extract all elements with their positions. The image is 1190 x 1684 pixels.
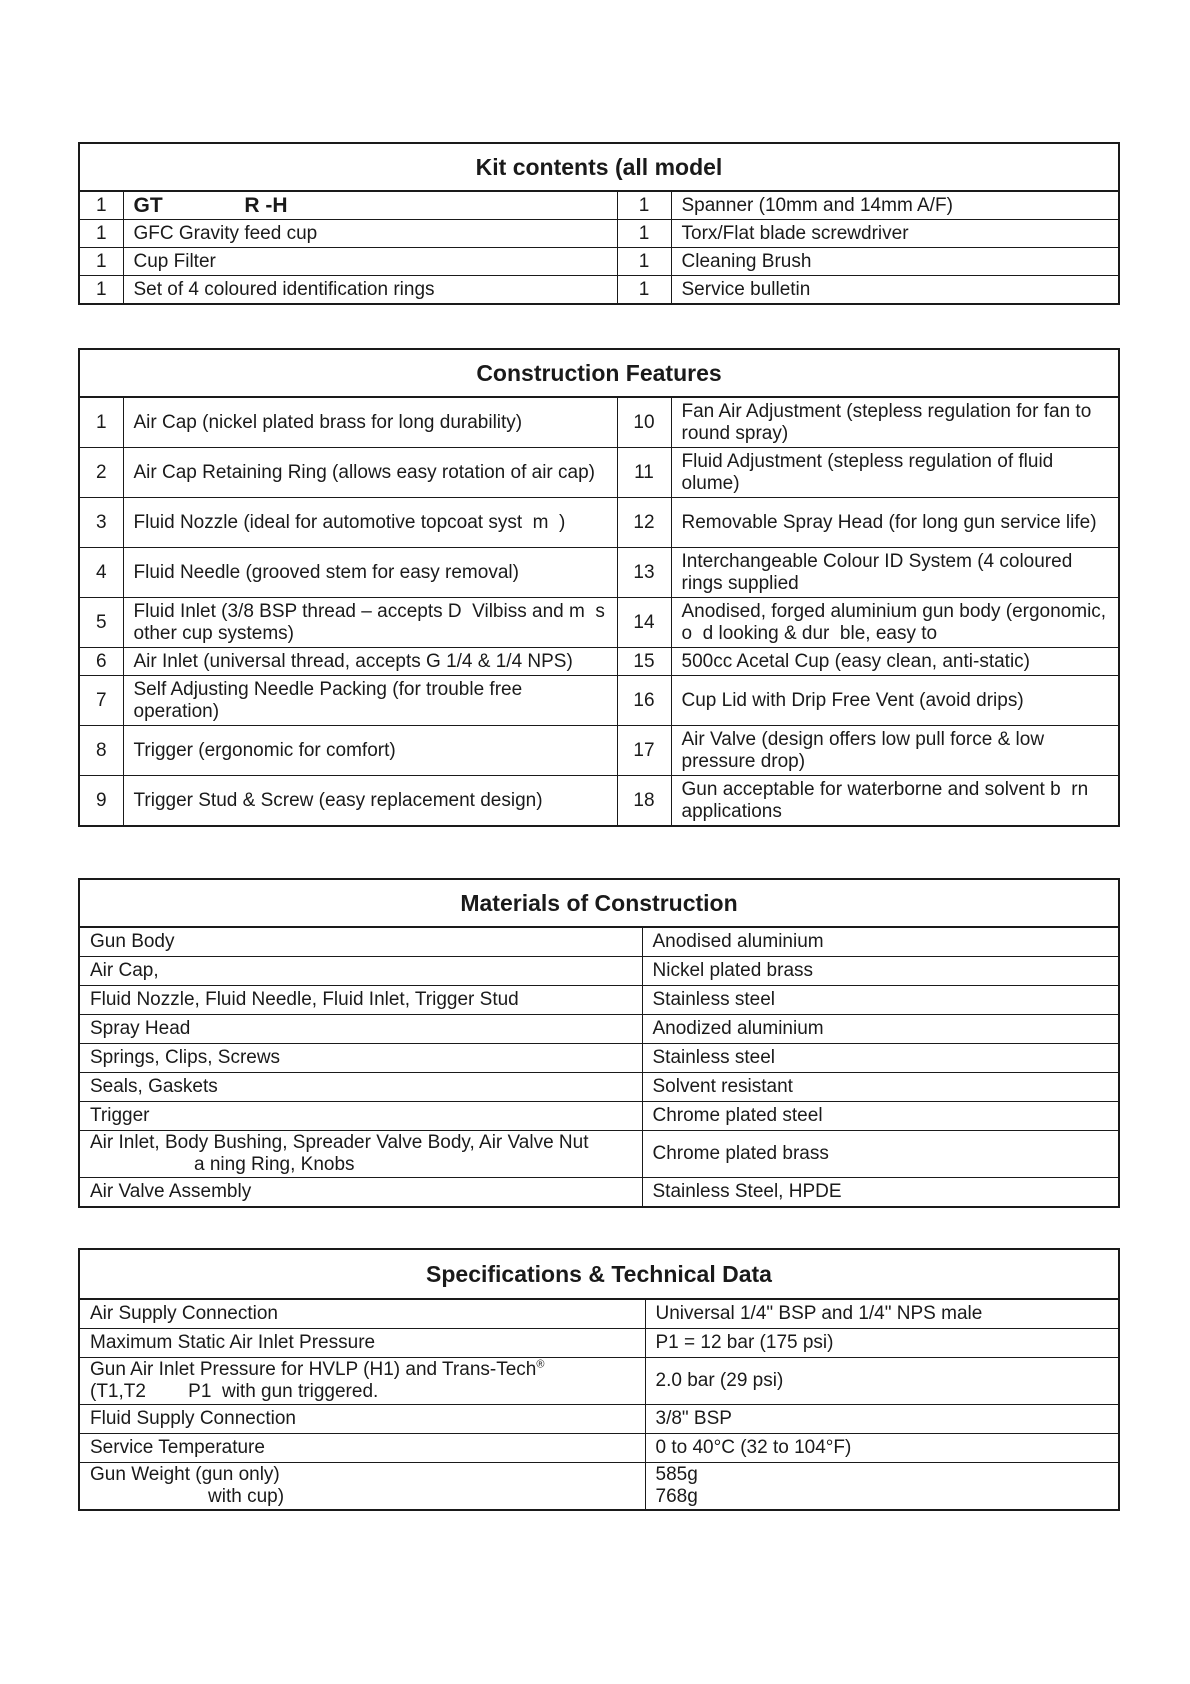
material-part: Seals, Gaskets bbox=[79, 1073, 642, 1102]
material-part: Springs, Clips, Screws bbox=[79, 1044, 642, 1073]
material-value: Chrome plated steel bbox=[642, 1102, 1119, 1131]
construction-features-table bbox=[78, 348, 1120, 827]
kit-item: GT R -H bbox=[123, 191, 617, 220]
feature-text: Gun acceptable for waterborne and solvent b rn applications bbox=[671, 776, 1119, 827]
qty: 1 bbox=[79, 248, 123, 276]
material-value: Chrome plated brass bbox=[642, 1131, 1119, 1178]
feature-text: Fluid Nozzle (ideal for automotive topcoat syst m ) bbox=[123, 498, 617, 548]
registered-mark: ® bbox=[536, 1358, 545, 1371]
spec-value-cell bbox=[645, 1463, 1119, 1511]
spec-value: 2.0 bar (29 psi) bbox=[645, 1358, 1119, 1405]
kit-contents-table bbox=[78, 142, 1120, 305]
kit-item: GFC Gravity feed cup bbox=[123, 220, 617, 248]
table-row bbox=[79, 986, 1119, 1015]
material-part: Air Valve Assembly bbox=[79, 1178, 642, 1208]
feature-number: 4 bbox=[79, 548, 123, 598]
feature-number: 8 bbox=[79, 726, 123, 776]
qty: 1 bbox=[617, 191, 671, 220]
spec-label-continued: (T1,T2 P1 with gun triggered. bbox=[90, 1381, 379, 1402]
materials-table bbox=[78, 878, 1120, 1208]
table-row bbox=[79, 957, 1119, 986]
material-part: Trigger bbox=[79, 1102, 642, 1131]
material-part: Fluid Nozzle, Fluid Needle, Fluid Inlet, Trigger Stud bbox=[79, 986, 642, 1015]
qty: 1 bbox=[617, 220, 671, 248]
kit-item: Torx/Flat blade screwdriver bbox=[671, 220, 1119, 248]
table-row bbox=[79, 1405, 1119, 1434]
spec-value: Universal 1/4" BSP and 1/4" NPS male bbox=[645, 1299, 1119, 1329]
qty: 1 bbox=[79, 276, 123, 305]
materials-section bbox=[78, 878, 1120, 1208]
table-row bbox=[79, 498, 1119, 548]
feature-number: 9 bbox=[79, 776, 123, 827]
material-value: Stainless steel bbox=[642, 986, 1119, 1015]
feature-text: Fluid Inlet (3/8 BSP thread – accepts D Vilbiss and m s other cup systems) bbox=[123, 598, 617, 648]
kit-item: Set of 4 coloured identification rings bbox=[123, 276, 617, 305]
qty: 1 bbox=[617, 276, 671, 305]
table-row bbox=[79, 1073, 1119, 1102]
table-row bbox=[79, 1434, 1119, 1463]
spec-label: Gun Weight (gun only) bbox=[90, 1464, 280, 1485]
feature-text: Removable Spray Head (for long gun service life) bbox=[671, 498, 1119, 548]
kit-item: Spanner (10mm and 14mm A/F) bbox=[671, 191, 1119, 220]
specifications-section bbox=[78, 1248, 1120, 1511]
feature-number: 10 bbox=[617, 397, 671, 448]
feature-text: Interchangeable Colour ID System (4 coloured rings supplied bbox=[671, 548, 1119, 598]
table-row bbox=[79, 1131, 1119, 1178]
feature-number: 17 bbox=[617, 726, 671, 776]
feature-number: 12 bbox=[617, 498, 671, 548]
table-row bbox=[79, 1358, 1119, 1405]
material-value: Stainless steel bbox=[642, 1044, 1119, 1073]
feature-number: 6 bbox=[79, 648, 123, 676]
spec-value: 3/8" BSP bbox=[645, 1405, 1119, 1434]
material-part: Air Cap, bbox=[79, 957, 642, 986]
feature-text: Fluid Adjustment (stepless regulation of fluid olume) bbox=[671, 448, 1119, 498]
material-part: Air Inlet, Body Bushing, Spreader Valve Body, Air Valve Nut bbox=[90, 1132, 589, 1153]
feature-text: Trigger Stud & Screw (easy replacement design) bbox=[123, 776, 617, 827]
table-row bbox=[79, 1299, 1119, 1329]
qty: 1 bbox=[617, 248, 671, 276]
feature-number: 2 bbox=[79, 448, 123, 498]
table-row bbox=[79, 1463, 1119, 1511]
spec-value: 585g bbox=[655, 1464, 698, 1485]
table-row bbox=[79, 776, 1119, 827]
table-row bbox=[79, 648, 1119, 676]
spec-label: Maximum Static Air Inlet Pressure bbox=[79, 1329, 645, 1358]
feature-number: 14 bbox=[617, 598, 671, 648]
spec-label: Service Temperature bbox=[79, 1434, 645, 1463]
kit-contents-title: Kit contents (all model bbox=[79, 143, 1119, 191]
spec-label-cell bbox=[79, 1463, 645, 1511]
feature-number: 7 bbox=[79, 676, 123, 726]
feature-text: Fluid Needle (grooved stem for easy removal) bbox=[123, 548, 617, 598]
table-row bbox=[79, 598, 1119, 648]
feature-number: 15 bbox=[617, 648, 671, 676]
feature-text: Air Cap (nickel plated brass for long durability) bbox=[123, 397, 617, 448]
table-row bbox=[79, 548, 1119, 598]
spec-label: Air Supply Connection bbox=[79, 1299, 645, 1329]
feature-number: 13 bbox=[617, 548, 671, 598]
specifications-table bbox=[78, 1248, 1120, 1511]
spec-label: Gun Air Inlet Pressure for HVLP (H1) and Trans-Tech bbox=[90, 1359, 537, 1380]
spec-value: P1 = 12 bar (175 psi) bbox=[645, 1329, 1119, 1358]
feature-text: Fan Air Adjustment (stepless regulation for fan to round spray) bbox=[671, 397, 1119, 448]
feature-number: 3 bbox=[79, 498, 123, 548]
material-part: Spray Head bbox=[79, 1015, 642, 1044]
table-row bbox=[79, 248, 1119, 276]
table-row bbox=[79, 1015, 1119, 1044]
table-row bbox=[79, 726, 1119, 776]
table-row bbox=[79, 397, 1119, 448]
material-value: Nickel plated brass bbox=[642, 957, 1119, 986]
feature-number: 11 bbox=[617, 448, 671, 498]
spec-value-continued: 768g bbox=[655, 1486, 698, 1507]
material-value: Anodised aluminium bbox=[642, 927, 1119, 957]
spec-value: 0 to 40°C (32 to 104°F) bbox=[645, 1434, 1119, 1463]
feature-number: 18 bbox=[617, 776, 671, 827]
feature-text: Self Adjusting Needle Packing (for trouble free operation) bbox=[123, 676, 617, 726]
kit-item: Cup Filter bbox=[123, 248, 617, 276]
feature-text: Anodised, forged aluminium gun body (ergonomic, o d looking & dur ble, easy to bbox=[671, 598, 1119, 648]
feature-text: 500cc Acetal Cup (easy clean, anti-static) bbox=[671, 648, 1119, 676]
table-row bbox=[79, 448, 1119, 498]
spec-label-continued: with cup) bbox=[208, 1486, 285, 1507]
spec-label-cell bbox=[79, 1358, 645, 1405]
feature-text: Air Inlet (universal thread, accepts G 1/4 & 1/4 NPS) bbox=[123, 648, 617, 676]
spec-label: Fluid Supply Connection bbox=[79, 1405, 645, 1434]
table-row bbox=[79, 1178, 1119, 1208]
table-row bbox=[79, 220, 1119, 248]
feature-text: Cup Lid with Drip Free Vent (avoid drips) bbox=[671, 676, 1119, 726]
feature-text: Air Cap Retaining Ring (allows easy rotation of air cap) bbox=[123, 448, 617, 498]
kit-item: Service bulletin bbox=[671, 276, 1119, 305]
material-part: Gun Body bbox=[79, 927, 642, 957]
qty: 1 bbox=[79, 191, 123, 220]
qty: 1 bbox=[79, 220, 123, 248]
kit-contents-section bbox=[78, 142, 1120, 305]
materials-title: Materials of Construction bbox=[79, 879, 1119, 927]
table-row bbox=[79, 676, 1119, 726]
feature-text: Trigger (ergonomic for comfort) bbox=[123, 726, 617, 776]
feature-text: Air Valve (design offers low pull force & low pressure drop) bbox=[671, 726, 1119, 776]
kit-item: Cleaning Brush bbox=[671, 248, 1119, 276]
material-value: Anodized aluminium bbox=[642, 1015, 1119, 1044]
feature-number: 1 bbox=[79, 397, 123, 448]
construction-features-section bbox=[78, 348, 1120, 827]
table-row bbox=[79, 1329, 1119, 1358]
material-part-cell bbox=[79, 1131, 642, 1178]
table-row bbox=[79, 191, 1119, 220]
material-value: Solvent resistant bbox=[642, 1073, 1119, 1102]
table-row bbox=[79, 276, 1119, 305]
material-value: Stainless Steel, HPDE bbox=[642, 1178, 1119, 1208]
table-row bbox=[79, 1044, 1119, 1073]
table-row bbox=[79, 1102, 1119, 1131]
table-row bbox=[79, 927, 1119, 957]
feature-number: 16 bbox=[617, 676, 671, 726]
specifications-title: Specifications & Technical Data bbox=[79, 1249, 1119, 1299]
construction-features-title: Construction Features bbox=[79, 349, 1119, 397]
material-part-continued: a ning Ring, Knobs bbox=[194, 1154, 355, 1175]
feature-number: 5 bbox=[79, 598, 123, 648]
